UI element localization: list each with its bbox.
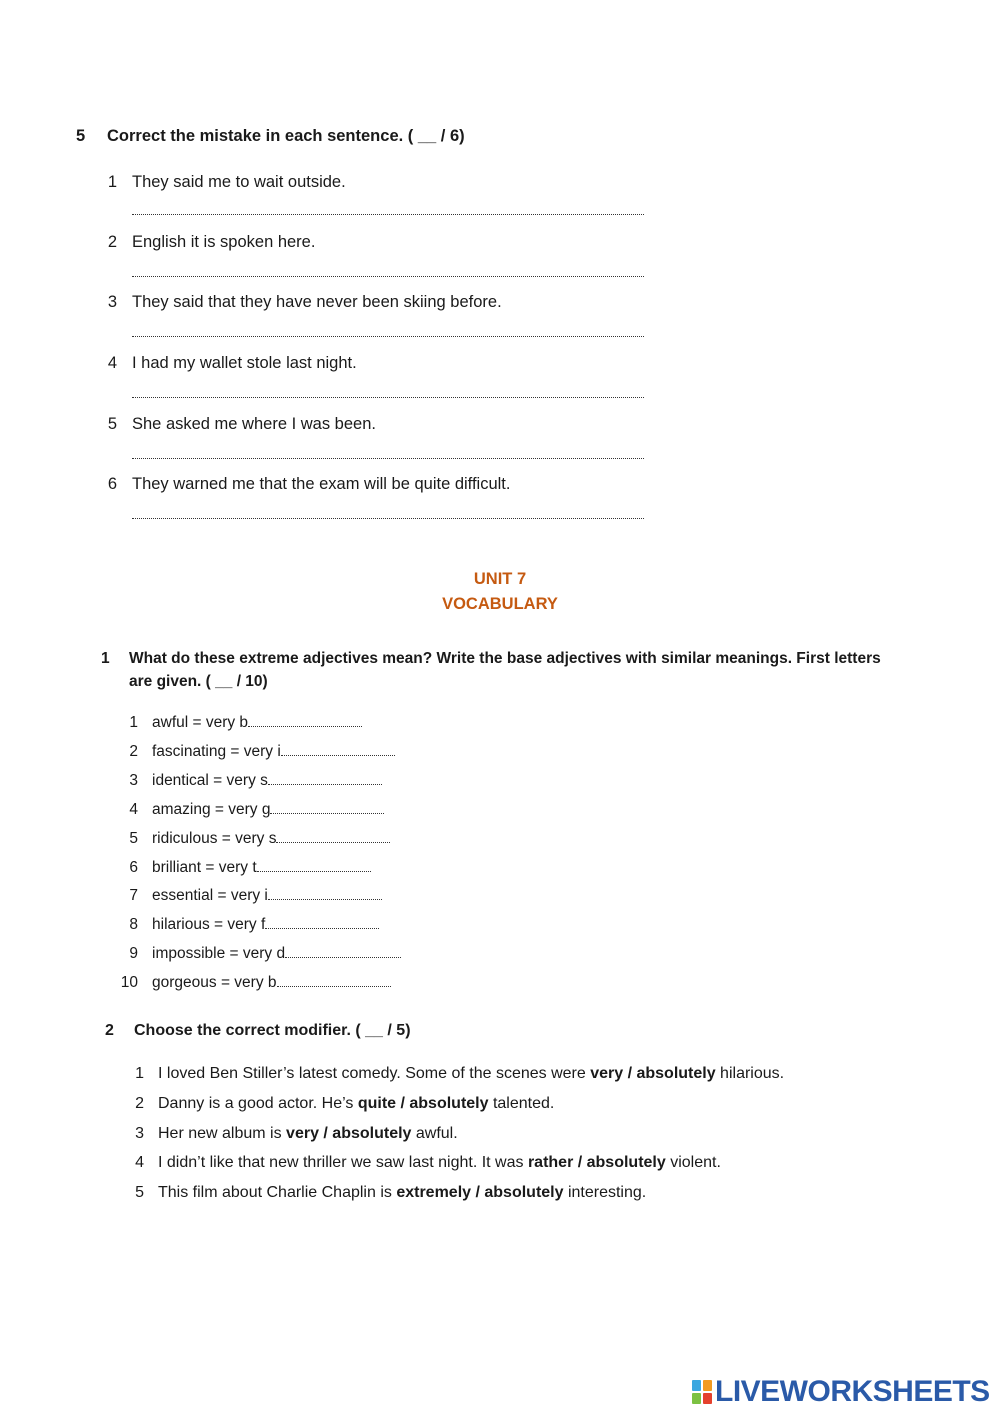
vocab-1-item-number: 5 [129, 830, 138, 847]
vocab-2-item-text-after: talented. [488, 1095, 555, 1112]
s5-item-number: 4 [107, 354, 117, 372]
unit-subtitle: VOCABULARY [442, 595, 558, 613]
vocab-2-modifier-choice[interactable]: rather / absolutely [527, 1154, 666, 1171]
vocab-1-item-prompt: identical = very s [152, 772, 268, 789]
vocab-1-item-prompt: awful = very b [152, 714, 249, 731]
vocab-2-item-text-after: violent. [665, 1154, 721, 1171]
vocab-1-item-prompt: ridiculous = very s [152, 830, 277, 847]
vocab-2-item-number: 1 [135, 1065, 144, 1082]
vocab-1-answer-blank[interactable] [285, 944, 401, 958]
vocab-1-item [110, 944, 401, 966]
vocab-2-item-text-before: I loved Ben Stiller’s latest comedy. Some of the scenes were [158, 1065, 591, 1082]
vocab-1-item [110, 742, 395, 764]
s5-item-number: 1 [107, 173, 117, 191]
s5-item-sentence: They said that they have never been skiing before. [132, 293, 502, 311]
vocab-1-answer-blank[interactable] [265, 915, 379, 929]
vocab-1-item-number: 1 [129, 714, 138, 731]
liveworksheets-logo-icon [692, 1380, 712, 1404]
vocab-1-item [110, 886, 382, 908]
s5-item-sentence: They warned me that the exam will be quite difficult. [132, 475, 511, 493]
vocab-1-answer-blank[interactable] [268, 886, 382, 900]
vocab-1-item [110, 915, 379, 937]
vocab-1-item-number: 7 [129, 887, 138, 904]
logo-tile [692, 1380, 701, 1391]
vocab-1-item-prompt: impossible = very d [152, 945, 286, 962]
vocab-2-item-number: 3 [135, 1125, 144, 1142]
vocab-1-item-prompt: brilliant = very t [152, 859, 257, 876]
vocab-1-item [110, 858, 371, 880]
vocab-2-item-text-after: interesting. [563, 1184, 647, 1201]
vocab-1-item-number: 3 [129, 772, 138, 789]
vocab-1-title-line2: are given. ( __ / 10) [129, 673, 268, 690]
s5-answer-line[interactable] [132, 397, 644, 398]
vocab-2-item [126, 1125, 458, 1143]
vocab-1-number: 1 [101, 650, 110, 667]
vocab-2-item-number: 5 [135, 1184, 144, 1201]
vocab-1-item-prompt: amazing = very g [152, 801, 271, 818]
vocab-1-item [110, 713, 362, 735]
vocab-2-item-text-before: I didn’t like that new thriller we saw last night. It was [158, 1154, 528, 1171]
vocab-1-item-number: 2 [129, 743, 138, 760]
vocab-1-answer-blank[interactable] [257, 858, 371, 872]
s5-item-number: 5 [107, 415, 117, 433]
s5-answer-line[interactable] [132, 214, 644, 215]
liveworksheets-logo-text: LIVEWORKSHEETS [715, 1375, 990, 1408]
s5-item-number: 2 [107, 233, 117, 251]
vocab-1-item [110, 800, 384, 822]
logo-tile [703, 1380, 712, 1391]
vocab-2-item-number: 4 [135, 1154, 144, 1171]
vocab-2-modifier-choice[interactable]: extremely / absolutely [396, 1184, 564, 1201]
vocab-2-item-text-after: awful. [411, 1125, 458, 1142]
vocab-1-answer-blank[interactable] [281, 742, 395, 756]
s5-answer-line[interactable] [132, 276, 644, 277]
vocab-2-item-text-before: Danny is a good actor. He’s [158, 1095, 358, 1112]
vocab-1-answer-blank[interactable] [248, 713, 362, 727]
vocab-2-title: Choose the correct modifier. ( __ / 5) [134, 1022, 411, 1039]
vocab-2-modifier-choice[interactable]: quite / absolutely [357, 1095, 489, 1112]
s5-item-sentence: I had my wallet stole last night. [132, 354, 357, 372]
vocab-1-answer-blank[interactable] [268, 771, 382, 785]
s5-item-sentence: English it is spoken here. [132, 233, 316, 251]
vocab-1-item [110, 771, 382, 793]
vocab-2-item [126, 1184, 646, 1202]
vocab-2-item-text-after: hilarious. [715, 1065, 785, 1082]
vocab-1-item-number: 10 [120, 974, 138, 991]
vocab-2-item [126, 1154, 721, 1172]
vocab-2-item-number: 2 [135, 1095, 144, 1112]
vocab-1-item [110, 973, 391, 995]
vocab-2-item [126, 1065, 784, 1083]
liveworksheets-logo[interactable] [692, 1375, 990, 1409]
vocab-1-item-number: 4 [129, 801, 138, 818]
section-5-title: Correct the mistake in each sentence. ( __ / 6) [107, 127, 465, 145]
vocab-1-item-number: 8 [129, 916, 138, 933]
s5-item-sentence: She asked me where I was been. [132, 415, 376, 433]
vocab-2-item [126, 1095, 554, 1113]
vocab-1-answer-blank[interactable] [270, 800, 384, 814]
s5-item-sentence: They said me to wait outside. [132, 173, 346, 191]
section-5-number: 5 [76, 127, 86, 145]
vocab-1-item [110, 829, 390, 851]
logo-tile [692, 1393, 701, 1404]
vocab-2-item-text-before: Her new album is [158, 1125, 287, 1142]
s5-answer-line[interactable] [132, 518, 644, 519]
s5-item-number: 3 [107, 293, 117, 311]
unit-title: UNIT 7 [473, 570, 527, 588]
logo-tile [703, 1393, 712, 1404]
vocab-1-item-prompt: gorgeous = very b [152, 974, 277, 991]
vocab-1-answer-blank[interactable] [277, 973, 391, 987]
vocab-2-modifier-choice[interactable]: very / absolutely [590, 1065, 716, 1082]
vocab-1-item-prompt: essential = very i [152, 887, 268, 904]
vocab-1-answer-blank[interactable] [276, 829, 390, 843]
vocab-1-item-prompt: fascinating = very i [152, 743, 281, 760]
vocab-2-modifier-choice[interactable]: very / absolutely [286, 1125, 412, 1142]
vocab-1-title-line1: What do these extreme adjectives mean? Write the base adjectives with similar meanings. First letters [129, 650, 881, 667]
vocab-1-item-number: 9 [129, 945, 138, 962]
s5-item-number: 6 [107, 475, 117, 493]
vocab-1-item-number: 6 [129, 859, 138, 876]
s5-answer-line[interactable] [132, 458, 644, 459]
vocab-2-number: 2 [105, 1022, 114, 1039]
vocab-2-item-text-before: This film about Charlie Chaplin is [158, 1184, 397, 1201]
s5-answer-line[interactable] [132, 336, 644, 337]
vocab-1-item-prompt: hilarious = very f [152, 916, 266, 933]
